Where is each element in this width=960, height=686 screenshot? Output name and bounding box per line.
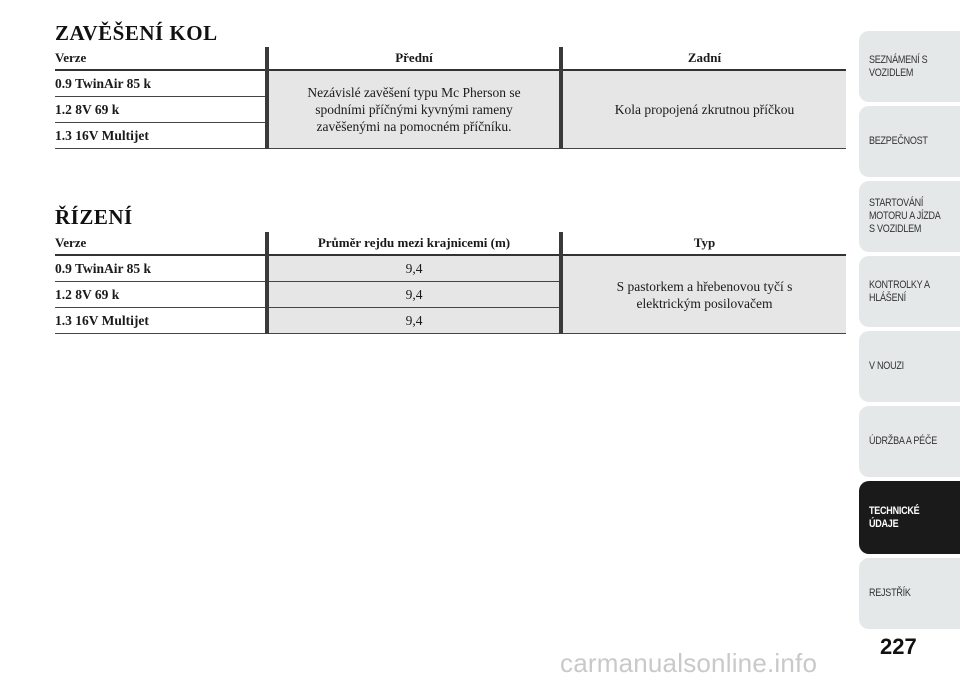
front-suspension-text: Nezávislé zavěšení typu Mc Pherson se spodními příčnými kyvnými rameny zavěšenými na pomocném příčníku. xyxy=(307,85,521,134)
version-cell: 0.9 TwinAir 85 k xyxy=(55,255,267,282)
tab-v-nouzi[interactable] xyxy=(859,331,960,402)
column-header-front: Přední xyxy=(267,47,561,70)
version-cell: 0.9 TwinAir 85 k xyxy=(55,70,267,97)
tab-rejstrik[interactable] xyxy=(859,558,960,629)
tab-label: STARTOVÁNÍ MOTORU A JÍZDA S VOZIDLEM xyxy=(869,197,941,235)
tab-label: KONTROLKY A HLÁŠENÍ xyxy=(869,278,930,304)
steering-table xyxy=(55,232,846,334)
tab-bezpecnost[interactable] xyxy=(859,106,960,177)
tab-technicke-udaje[interactable] xyxy=(859,481,960,554)
front-suspension-cell xyxy=(267,70,561,149)
steering-type-cell xyxy=(561,255,846,334)
column-header-version: Verze xyxy=(55,47,267,70)
rear-suspension-cell xyxy=(561,70,846,149)
suspension-table xyxy=(55,47,846,149)
column-header-type: Typ xyxy=(561,232,846,255)
tab-label: REJSTŘÍK xyxy=(869,587,911,599)
turning-diameter-cell: 9,4 xyxy=(267,282,561,308)
page-number: 227 xyxy=(880,634,917,659)
tab-kontrolky-a-hlaseni[interactable] xyxy=(859,256,960,327)
table-row xyxy=(55,70,846,97)
tab-label: SEZNÁMENÍ S VOZIDLEM xyxy=(869,53,928,79)
table-header-row xyxy=(55,47,846,70)
tab-label: V NOUZI xyxy=(869,360,904,372)
version-cell: 1.2 8V 69 k xyxy=(55,97,267,123)
column-header-version: Verze xyxy=(55,232,267,255)
rear-suspension-text: Kola propojená zkrutnou příčkou xyxy=(614,102,795,117)
tab-label: BEZPEČNOST xyxy=(869,135,928,147)
table-row xyxy=(55,255,846,282)
turning-diameter-cell: 9,4 xyxy=(267,255,561,282)
version-cell: 1.3 16V Multijet xyxy=(55,308,267,334)
column-header-diameter: Průměr rejdu mezi krajnicemi (m) xyxy=(267,232,561,255)
turning-diameter-cell: 9,4 xyxy=(267,308,561,334)
version-cell: 1.3 16V Multijet xyxy=(55,123,267,149)
version-cell: 1.2 8V 69 k xyxy=(55,282,267,308)
steering-type-text: S pastorkem a hřebenovou tyčí s elektrickým posilovačem xyxy=(616,278,793,311)
tab-startovani-motoru[interactable] xyxy=(859,181,960,252)
tab-label: ÚDRŽBA A PÉČE xyxy=(869,435,937,447)
tab-udrzba-a-pece[interactable] xyxy=(859,406,960,477)
tab-seznameni-s-vozidlem[interactable] xyxy=(859,31,960,102)
table-header-row xyxy=(55,232,846,255)
tab-label: TECHNICKÉ ÚDAJE xyxy=(869,504,920,530)
section-title-steering: ŘÍZENÍ xyxy=(55,205,133,229)
section-title-suspension: ZAVĚŠENÍ KOL xyxy=(55,21,218,45)
column-header-rear: Zadní xyxy=(561,47,846,70)
watermark: carmanualsonline.info xyxy=(560,648,818,678)
